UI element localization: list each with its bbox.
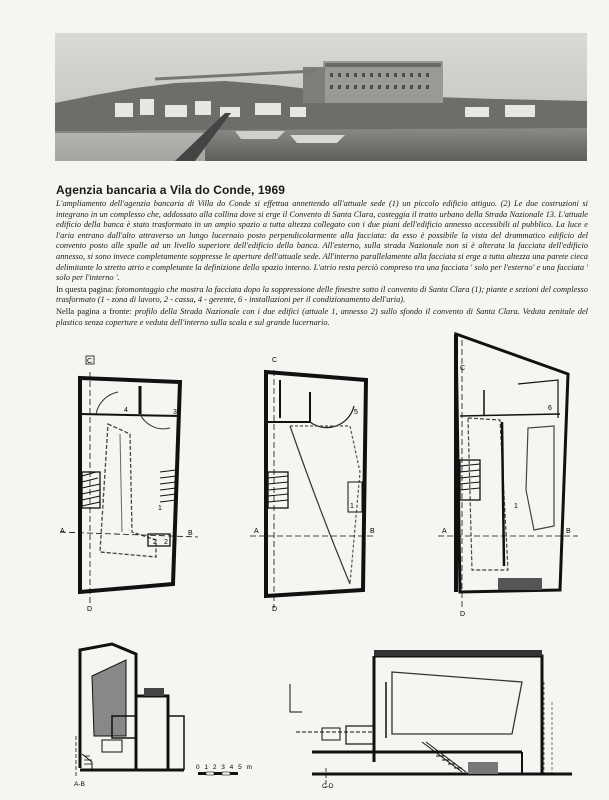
plan1-label-c: C	[87, 358, 93, 365]
harbor-photo	[55, 33, 587, 161]
plan3-label-6: 6	[548, 405, 552, 412]
floor-plan-ground	[60, 352, 200, 617]
scale-bar	[196, 760, 266, 780]
floor-plan-first	[250, 352, 390, 617]
plan1-label-b: B	[188, 530, 193, 537]
plan1-label-1: 1	[158, 505, 162, 512]
plan3-label-b: B	[566, 528, 571, 535]
plan1-label-2: 2	[153, 539, 157, 546]
plan1-label-3: 3	[173, 409, 177, 416]
plan3-label-a: A	[442, 528, 447, 535]
paragraph-facing-page-text: profilo della Strada Nazionale con i due edifici (attuale 1, annesso 2) sullo sfondo il convento di Santa Clara. Veduta zenitale del plastico senza coperture e veduta dell'interno sulla scala e sul grande lucernario.	[56, 306, 588, 327]
section-left-label: A-B	[74, 781, 85, 788]
section-right-label: C-D	[322, 783, 334, 790]
plan3-label-c: C	[460, 365, 466, 372]
plan2-label-1: 1	[350, 503, 354, 510]
scale-bar-label: 0 1 2 3 4 5 m	[196, 764, 254, 771]
paragraph-description: L'ampliamento dell'agenzia bancaria di Villa do Conde si effettua annettendo all'attuale sede (1) un piccolo edificio attiguo. (2) Le due costruzioni si integrano in un complesso che, addossato alla collina dove si erge il Convento di Santa Clara, costeggia il tratto urbano della Strada Nazionale 13. L'attuale edificio della banca è stato trasformato in un ampio spazio a tutta altezza collegato con i due piani dell'edificio annesso accessibili al pubblico. La luce e l'aria entrano dall'alto attraverso un lungo lucernaio posto perpendicolarmente alla facciata: da esso è possibile la vista del drammatico edificio del convento posto alle spalle ad un livello superiore dell'edificio della banca. All'esterno, sulla strada Nazionale non si è alterata la facciata dell'edificio annesso, si sono invece completamente soppresse le aperture dell'attuale sede. All'interno parallelamente alla facciata si erge a tutta altezza una parete cieca delimitante lo stretto atrio e completante la definizione dello spazio interno. L'atrio resta perciò compreso tra una facciata ' solo per l'esterno' e una facciata ' solo per l'interno '.	[56, 199, 588, 283]
section-c-d	[282, 642, 580, 790]
plan3-label-1: 1	[514, 503, 518, 510]
plan1-label-4: 4	[124, 407, 128, 414]
plan1-label-a: A	[60, 528, 65, 535]
article-body	[56, 199, 588, 329]
plan3-label-d: D	[460, 611, 466, 618]
plan2-label-c: C	[272, 357, 278, 364]
plan2-label-d: D	[272, 606, 278, 613]
plan2-label-a: A	[254, 528, 259, 535]
paragraph-this-page-lead: In questa pagina:	[56, 284, 116, 294]
paragraph-facing-page-lead: Nella pagina a fronte:	[56, 306, 135, 316]
plan1-label-d: D	[87, 606, 93, 613]
paragraph-facing-page	[56, 307, 588, 328]
article-title: Agenzia bancaria a Vila do Conde, 1969	[56, 183, 285, 197]
plan1-label-2b: 2	[164, 539, 168, 546]
plan2-label-b: B	[370, 528, 375, 535]
paragraph-this-page-text: fotomontaggio che mostra la facciata dopo la soppressione delle finestre sotto il convento di Santa Clara (1); piante e sezioni del complesso trasformato (1 - zona di lavoro, 2 - cassa, 4 - gerente, 6 - installazioni per il condizionamento dell'aria).	[56, 284, 588, 305]
floor-plan-roof	[438, 330, 588, 620]
section-a-b	[72, 636, 192, 790]
plan2-label-5: 5	[354, 409, 358, 416]
paragraph-this-page	[56, 285, 588, 306]
